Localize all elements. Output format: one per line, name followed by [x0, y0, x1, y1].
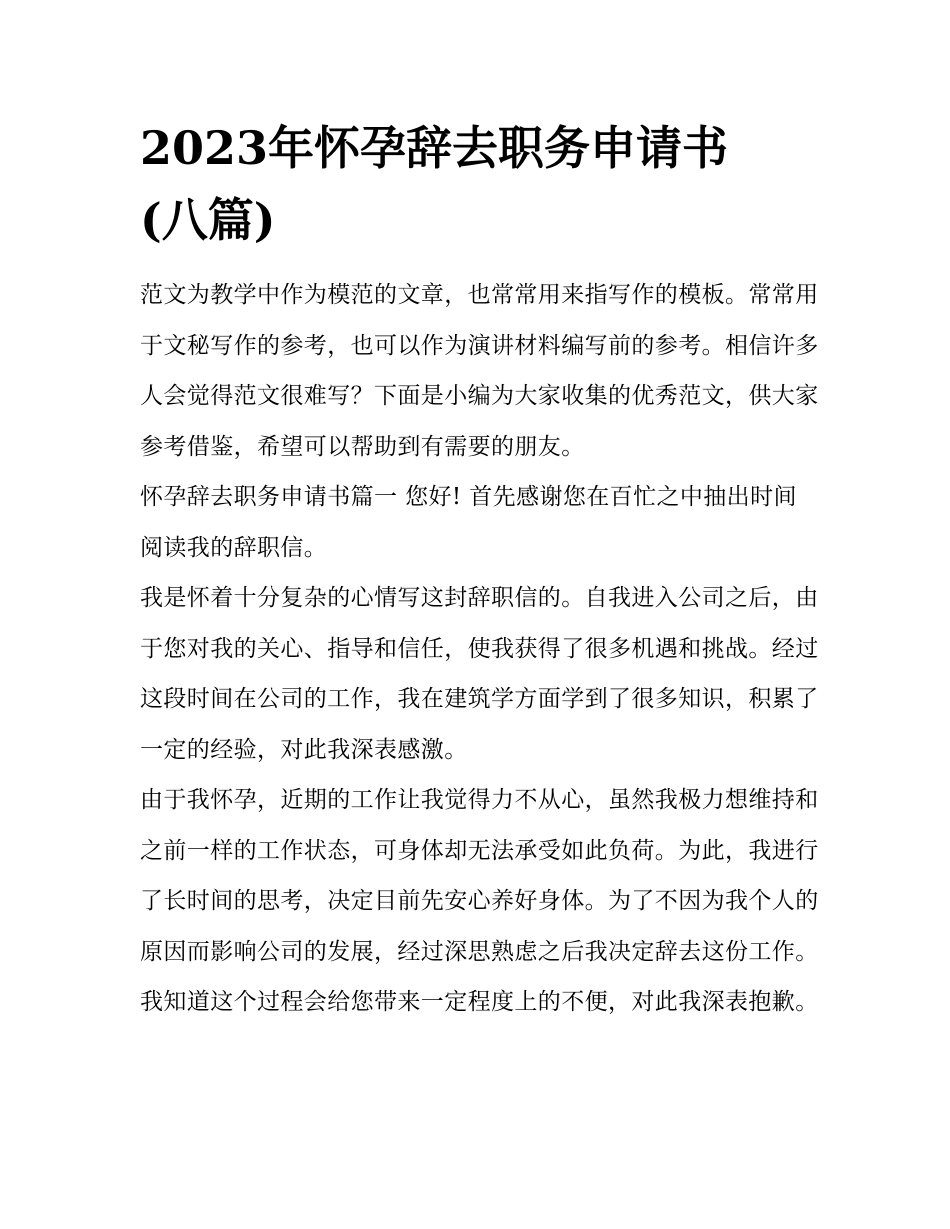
document-title: [140, 112, 820, 256]
paragraph-gratitude: 我是怀着十分复杂的心情写这封辞职信的。自我进入公司之后，由于您对我的关心、指导和信任，使我获得了很多机遇和挑战。经过这段时间在公司的工作，我在建筑学方面学到了很多知识，积累了一定的经验，对此我深表感激。: [140, 585, 819, 763]
paragraph-letter-opening: 怀孕辞去职务申请书篇一 您好! 首先感谢您在百忙之中抽出时间阅读我的辞职信。: [140, 484, 797, 561]
document-title-line-2: (八篇): [140, 193, 276, 247]
document-body: [140, 112, 820, 1028]
paragraph-intro: 范文为教学中作为模范的文章，也常常用来指写作的模板。常常用于文秘写作的参考，也可以作为演讲材料编写前的参考。相信许多人会觉得范文很难写？下面是小编为大家收集的优秀范文，供大家参考借鉴，希望可以帮助到有需要的朋友。: [140, 282, 819, 460]
paragraph-reason: 由于我怀孕，近期的工作让我觉得力不从心，虽然我极力想维持和之前一样的工作状态，可身体却无法承受如此负荷。为此，我进行了长时间的思考，决定目前先安心养好身体。为了不因为我个人的原因而影响公司的发展，经过深思熟虑之后我决定辞去这份工作。我知道这个过程会给您带来一定程度上的不便，对此我深表抱歉。: [140, 787, 819, 1015]
document-title-line-1: 2023年怀孕辞去职务申请书: [140, 121, 729, 175]
